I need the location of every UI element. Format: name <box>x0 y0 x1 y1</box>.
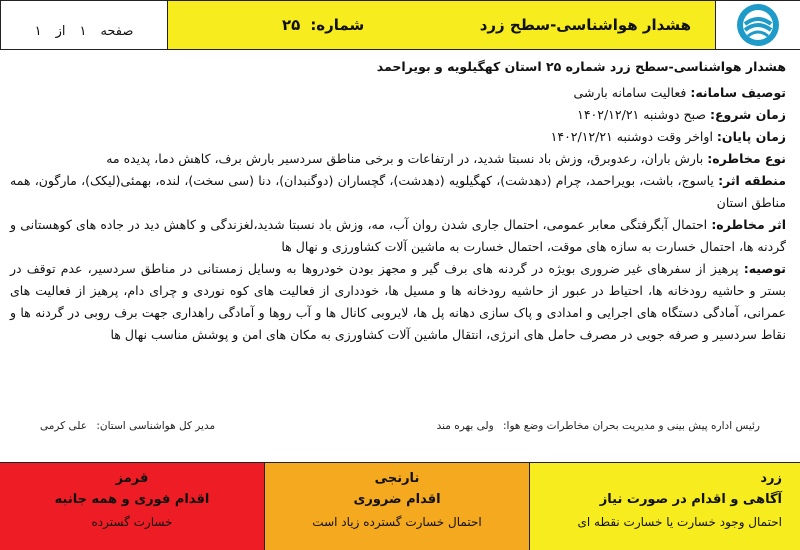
hazard-value: بارش باران، رعدوبرق، وزش باد نسبتا شدید، در ارتفاعات و برخی مناطق سردسیر بارش برف، کاهش دما، پدیده مه <box>106 151 704 166</box>
start-row <box>10 104 786 126</box>
effect-label: اثر مخاطره: <box>711 217 786 232</box>
page-of: از <box>55 24 66 39</box>
alert-number <box>282 16 364 34</box>
effect-row <box>10 214 786 258</box>
page-title: هشدار هواشناسی-سطح زرد <box>479 16 691 34</box>
hazard-row <box>10 148 786 170</box>
end-label: زمان پایان: <box>716 129 786 144</box>
level-red <box>0 463 264 550</box>
end-value: اواخر وقت دوشنبه ۱۴۰۲/۱۲/۲۱ <box>550 129 713 144</box>
page-current: ۱ <box>79 24 87 39</box>
level-name: قرمز <box>115 471 149 486</box>
alert-levels-legend <box>0 462 800 550</box>
start-label: زمان شروع: <box>709 107 786 122</box>
level-action: آگاهی و اقدام در صورت نیاز <box>599 492 782 507</box>
level-description: احتمال خسارت گسترده زیاد است <box>312 515 482 529</box>
signature-name: علی کرمی <box>40 420 87 432</box>
system-row <box>10 82 786 104</box>
logo <box>716 0 800 50</box>
signature-role: رئیس اداره پیش بینی و مدیریت بحران مخاطرات وضع هوا: <box>503 420 760 432</box>
area-label: منطقه اثر: <box>718 173 787 188</box>
alert-number-label: شماره: <box>310 16 365 34</box>
area-row <box>10 170 786 214</box>
level-action: اقدام ضروری <box>353 492 441 507</box>
signature-forecast-head <box>437 420 760 432</box>
signatures <box>40 420 760 432</box>
header <box>0 0 800 50</box>
level-description: احتمال وجود خسارت یا خسارت نقطه ای <box>577 515 782 529</box>
level-orange <box>264 463 529 550</box>
alert-body <box>10 56 786 346</box>
page-indicator <box>0 0 168 50</box>
end-row <box>10 126 786 148</box>
header-banner <box>168 0 716 50</box>
level-yellow <box>529 463 800 550</box>
hazard-label: نوع مخاطره: <box>707 151 786 166</box>
start-value: صبح دوشنبه ۱۴۰۲/۱۲/۲۱ <box>577 107 706 122</box>
meteorology-logo-icon <box>735 2 781 48</box>
advice-label: توصیه: <box>743 261 786 276</box>
page-total: ۱ <box>34 24 42 39</box>
signature-role: مدیر کل هواشناسی استان: <box>96 420 216 432</box>
system-label: توصیف سامانه: <box>690 85 786 100</box>
signature-director <box>40 420 215 432</box>
effect-value: احتمال آبگرفتگی معابر عمومی، احتمال جاری شدن روان آب، مه، وزش باد نسبتا شدید،لغزندگی و کاهش دید در جاده های کوهستانی و گردنه ها، احتمال خسارت به سازه های موقت، احتمال خسارت به ماشین آلات کشاورزی و نهال ها <box>10 217 786 254</box>
level-name: زرد <box>760 471 782 486</box>
system-value: فعالیت سامانه بارشی <box>573 85 687 100</box>
level-name: نارنجی <box>374 471 420 486</box>
signature-name: ولی بهره مند <box>436 420 494 432</box>
advice-row <box>10 258 786 346</box>
alert-heading: هشدار هواشناسی-سطح زرد شماره ۲۵ استان کهگیلویه و بویراحمد <box>376 59 786 74</box>
level-description: خسارت گسترده <box>91 515 173 529</box>
page-label: صفحه <box>100 24 134 39</box>
alert-number-value: ۲۵ <box>282 16 301 34</box>
advice-value: پرهیز از سفرهای غیر ضروری بویژه در گردنه های برف گیر و مجهز بودن خودروها به وسایل زمستانی در مناطق سردسیر، عدم توقف در بستر و حاشیه رودخانه ها، احتیاط در عبور از حاشیه رودخانه ها و مسیل ها، خودداری از فعالیت های کوه نوردی و چرای دام، پرهیز از فعالیت های عمرانی، آمادگی دستگاه های اجرایی و امدادی و پاک سازی دهانه پل ها، لایروبی کانال ها و آب روها و آمادگی راهداری جهت برف روبی در گردنه ها و نقاط سردسیر و صرفه جویی در مصرف حامل های انرژی، انتقال ماشین آلات کشاورزی به مکان های امن و پوشش مناسب نهال ها <box>10 261 786 342</box>
area-value: یاسوج، باشت، بویراحمد، چرام (دهدشت)، کهگیلویه (دهدشت)، گچساران (دوگنبدان)، دنا (سی سخت)، لنده، بهمئی(لیکک)، مارگون، همه مناطق استان <box>10 173 786 210</box>
level-action: اقدام فوری و همه جانبه <box>54 492 210 507</box>
